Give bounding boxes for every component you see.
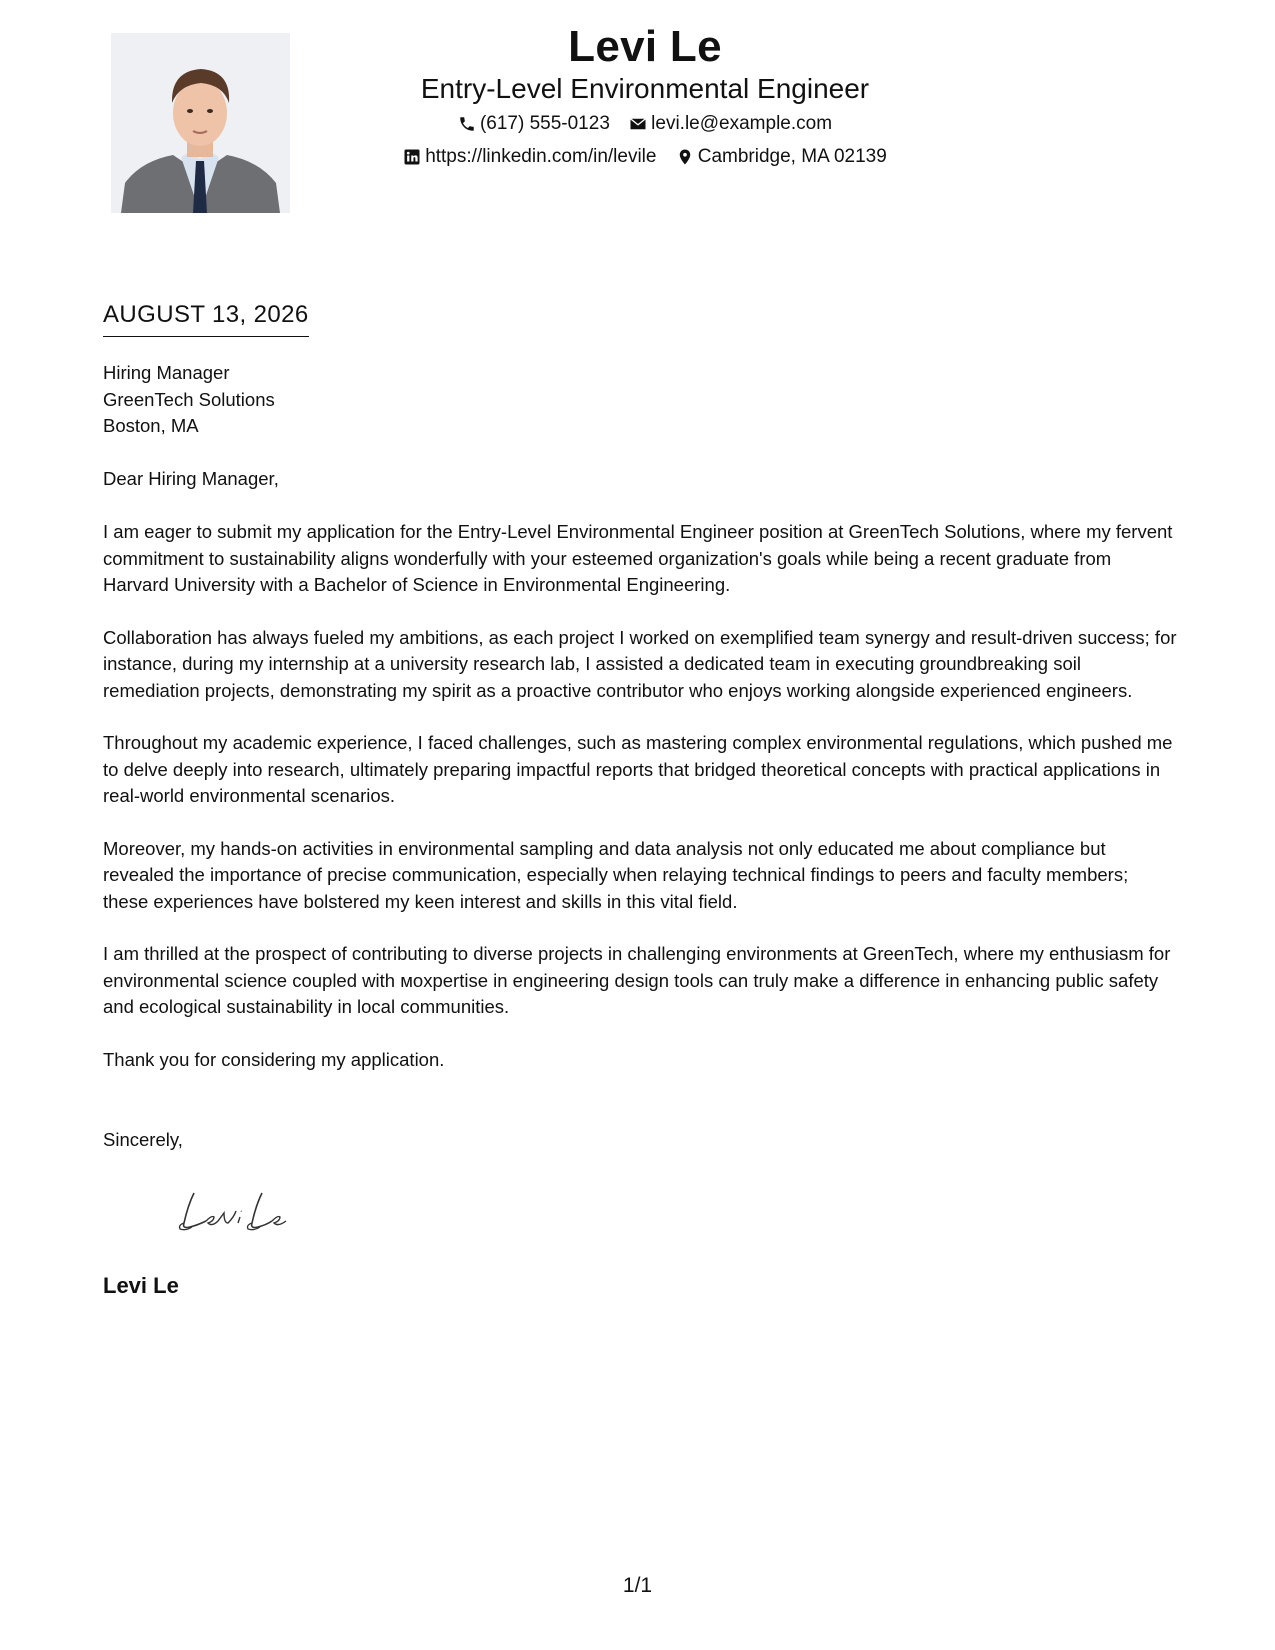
email-text: levi.le@example.com <box>651 113 833 134</box>
phone-text: (617) 555-0123 <box>479 113 610 134</box>
salutation: Dear Hiring Manager, <box>103 468 279 489</box>
contact-row-1 <box>0 113 1275 139</box>
phone-contact[interactable] <box>458 113 610 135</box>
closing: Sincerely, <box>103 1129 183 1150</box>
linkedin-text: https://linkedin.com/in/levile <box>425 146 657 167</box>
map-pin-icon <box>676 148 694 166</box>
letter-body <box>103 519 1178 1099</box>
location-text: Cambridge, MA 02139 <box>697 146 887 167</box>
body-paragraph: I am thrilled at the prospect of contributing to diverse projects in challenging environments at GreenTech, where my enthusiasm for environmental science coupled with мoxpertise in engineering design tools can truly make a difference in enhancing public safety and ecological sustainability in local communities. <box>103 943 1171 1017</box>
body-paragraph: Throughout my academic experience, I faced challenges, such as mastering complex environmental regulations, which pushed me to delve deeply into research, ultimately preparing impactful reports that bridged theoretical concepts with practical applications in real-world environmental scenarios. <box>103 732 1173 806</box>
job-title: Entry-Level Environmental Engineer <box>420 73 870 104</box>
linkedin-icon <box>403 148 421 166</box>
handwritten-signature <box>176 1185 296 1235</box>
thank-you-line: Thank you for considering my application. <box>103 1048 445 1070</box>
envelope-icon <box>629 115 647 133</box>
recipient-location: Boston, MA <box>103 415 199 436</box>
body-paragraph: Moreover, my hands-on activities in environmental sampling and data analysis not only educated me about compliance but revealed the importance of precise communication, especially when relaying technical findings to peers and faculty members; these experiences have bolstered my keen interest and skills in this vital field. <box>103 837 1129 912</box>
location-contact <box>676 146 887 168</box>
recipient-block <box>103 360 275 440</box>
linkedin-contact[interactable] <box>403 146 656 168</box>
email-contact[interactable] <box>629 113 832 135</box>
body-paragraph: Collaboration has always fueled my ambitions, as each project I worked on exemplified team synergy and result-driven success; for instance, during my internship at a university research lab, I assisted a dedicated team in executing groundbreaking soil remediation projects, demonstrating my spirit as a proactive contributor who enjoys working alongside experienced engineers. <box>103 626 1177 701</box>
signer-name: Levi Le <box>103 1273 179 1298</box>
page-number: 1/1 <box>622 1574 653 1597</box>
recipient-name: Hiring Manager <box>103 362 230 383</box>
applicant-name: Levi Le <box>568 22 722 71</box>
body-paragraph: I am eager to submit my application for the Entry-Level Environmental Engineer position at GreenTech Solutions, where my fervent commitment to sustainability aligns wonderfully with your esteemed organization's goals while being a recent graduate from Harvard University with a Bachelor of Science in Environmental Engineering. <box>103 521 1173 595</box>
recipient-company: GreenTech Solutions <box>103 388 275 410</box>
letter-date: AUGUST 13, 2026 <box>103 301 309 337</box>
phone-icon <box>458 115 476 133</box>
contact-row-2 <box>0 146 1275 172</box>
